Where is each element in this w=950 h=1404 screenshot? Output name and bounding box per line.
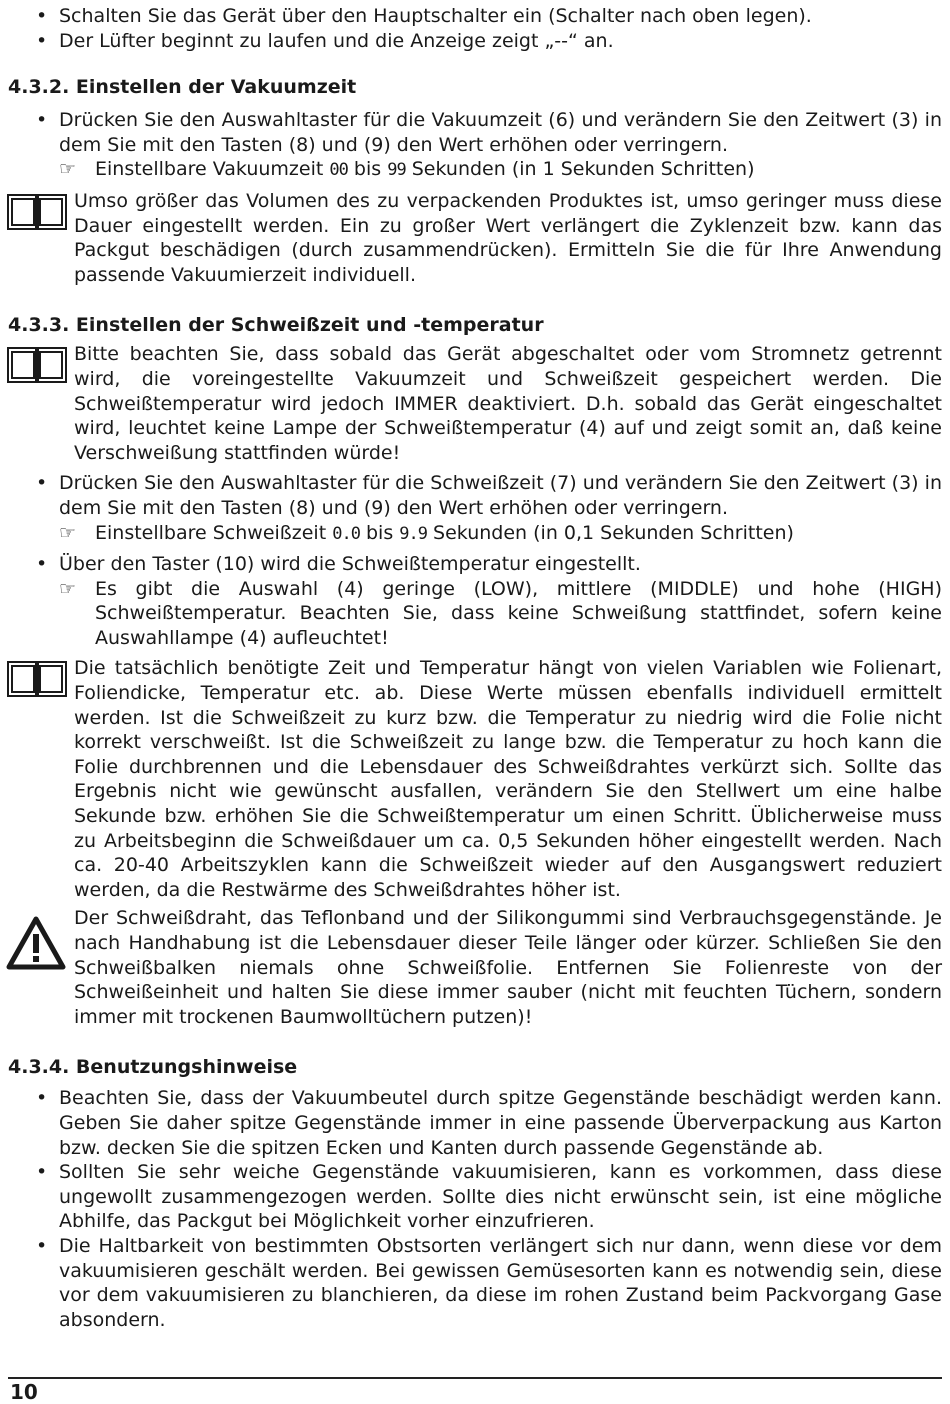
bullet-text: Sollten Sie sehr weiche Gegenstände vakuumisieren, kann es vorkommen, dass diese ungewollt zusammengezogen werden. Sollte dies nicht erwünscht sein, ist eine mögliche Abhilfe, das Packgut bei Möglichkeit vorher einzufrieren.: [59, 1161, 942, 1233]
bullet-icon: [36, 1086, 47, 1111]
list-item: [0, 471, 942, 520]
note-text: Die tatsächlich benötigte Zeit und Temperatur hängt von vielen Variablen wie Folienart, Foliendicke, Temperatur etc. ab. Diese Werte müssen ebenfalls individuell ermittelt werden. Ist die Schweißzeit zu kurz bzw. die Temperatur zu niedrig wird die Folie nicht korrekt verschweißt. Ist die Schweißzeit zu lange bzw. die Temperatur zu hoch kann die Folie durchbrennen und die Lebensdauer des Schweißdrahtes verkürzt sich. Sollte das Ergebnis nicht wie gewünscht ausfallen, verändern Sie den Stellwert um eine halbe Sekunde bzw. erhöhen Sie die Schweißtemperatur um einen Schritt. Üblicherweise muss zu Arbeitsbeginn die Schweißdauer um ca. 0,5 Sekunden höher eingestellt werden. Nach ca. 20-40 Arbeitszyklen kann die Schweißzeit wieder auf den Ausgangswert reduziert werden, da die Restwärme des Schweißdrahtes höher ist.: [74, 657, 942, 901]
warning-note: [0, 906, 942, 1029]
pointing-hand-icon: [59, 521, 76, 546]
bullet-text: Drücken Sie den Auswahltaster für die Vakuumzeit (6) und verändern Sie den Zeitwert (3) in dem Sie mit den Tasten (8) und (9) den Wert erhöhen oder verringern.: [59, 109, 942, 156]
section-heading: 4.3.4. Benutzungshinweise: [8, 1056, 298, 1079]
page-content: [0, 4, 942, 1332]
pointing-hand-icon: [59, 157, 76, 182]
page-number: 10: [10, 1380, 38, 1404]
list-item: [0, 1160, 942, 1234]
section-heading: 4.3.2. Einstellen der Vakuumzeit: [8, 76, 357, 99]
bullet-icon: [36, 471, 47, 496]
book-icon: [6, 658, 68, 707]
book-icon: [6, 191, 68, 240]
pointing-hand-icon: [59, 577, 76, 602]
note-text: Bitte beachten Sie, dass sobald das Gerät abgeschaltet oder vom Stromnetz getrennt wird, die voreingestellte Vakuumzeit und Schweißzeit gespeichert werden. Die Schweißtemperatur wird jedoch IMMER deaktiviert. D.h. sobald das Gerät eingeschaltet wird, leuchtet keine Lampe der Schweißtemperatur (4) auf und zeigt somit an, daß keine Verschweißung stattfinden würde!: [74, 343, 942, 464]
display-value: 0.0: [332, 523, 360, 544]
section-heading: 4.3.3. Einstellen der Schweißzeit und -temperatur: [8, 314, 544, 337]
note-text: Umso größer das Volumen des zu verpackenden Produktes ist, umso geringer muss diese Dauer eingestellt werden. Ein zu großer Wert verlängert die Zyklenzeit bzw. kann das Packgut beschädigen (durch zusammendrücken). Ermitteln Sie die für Ihre Anwendung passende Vakuumierzeit individuell.: [74, 189, 942, 286]
list-item: [0, 108, 942, 157]
bullet-icon: [36, 552, 47, 577]
bullet-text: Schalten Sie das Gerät über den Hauptschalter ein (Schalter nach oben legen).: [59, 5, 812, 27]
warning-icon: [6, 916, 66, 977]
list-item: [0, 1086, 942, 1160]
bullet-text: Der Lüfter beginnt zu laufen und die Anzeige zeigt „--“ an.: [59, 29, 614, 52]
list-item: [0, 552, 942, 577]
display-value: 99: [387, 160, 406, 181]
bullet-icon: [36, 1160, 47, 1185]
footer-divider: [8, 1377, 942, 1379]
bullet-icon: [36, 29, 47, 54]
info-note: [0, 342, 942, 465]
bullet-icon: [36, 4, 47, 29]
bullet-text: Die Haltbarkeit von bestimmten Obstsorten verlängert sich nur dann, wenn diese vor dem vakuumisieren geschält werden. Bei gewissen Gemüsesorten kann es notwendig sein, diese vor dem vakuumisieren zu blanchieren, da diese im rohen Zustand beim Packvorgang Gase absondern.: [59, 1234, 942, 1331]
list-item: [0, 29, 942, 54]
display-value: 00: [329, 160, 348, 181]
hint-line: ☞ Einstellbare Schweißzeit 0.0 bis 9.9 Sekunden (in 0,1 Sekunden Schritten): [0, 521, 942, 547]
bullet-text: Drücken Sie den Auswahltaster für die Schweißzeit (7) und verändern Sie den Zeitwert (3) in dem Sie mit den Tasten (8) und (9) den Wert erhöhen oder verringern.: [59, 472, 942, 519]
display-value: 9.9: [399, 523, 427, 544]
hint-paragraph: [0, 577, 942, 651]
list-item: [0, 4, 942, 29]
book-icon: [6, 344, 68, 393]
info-note: [0, 656, 942, 902]
list-item: [0, 1234, 942, 1332]
hint-text: Es gibt die Auswahl (4) geringe (LOW), mittlere (MIDDLE) und hohe (HIGH) Schweißtemperatur. Beachten Sie, dass keine Schweißung stattfindet, sofern keine Auswahllampe (4) aufleuchtet!: [95, 577, 942, 649]
warning-text: Der Schweißdraht, das Teflonband und der Silikongummi sind Verbrauchsgegenstände. Je nach Handhabung ist die Lebensdauer dieser Teile länger oder kürzer. Schließen Sie den Schweißbalken niemals ohne Schweißfolie. Entfernen Sie Folienreste von der Schweißeinheit und halten Sie diese immer sauber (nicht mit feuchten Tüchern, sondern immer mit trockenen Baumwolltüchern putzen)!: [74, 907, 942, 1028]
hint-line: ☞ Einstellbare Vakuumzeit 00 bis 99 Sekunden (in 1 Sekunden Schritten): [0, 157, 942, 183]
bullet-icon: [36, 108, 47, 133]
bullet-text: Über den Taster (10) wird die Schweißtemperatur eingestellt.: [59, 553, 641, 576]
bullet-text: Beachten Sie, dass der Vakuumbeutel durch spitze Gegenstände beschädigt werden kann. Geben Sie daher spitze Gegenstände immer in eine passende Überverpackung aus Karton bzw. decken Sie die spitzen Ecken und Kanten durch passende Gegenstände ab.: [59, 1087, 942, 1159]
info-note: [0, 189, 942, 287]
bullet-icon: [36, 1234, 47, 1259]
